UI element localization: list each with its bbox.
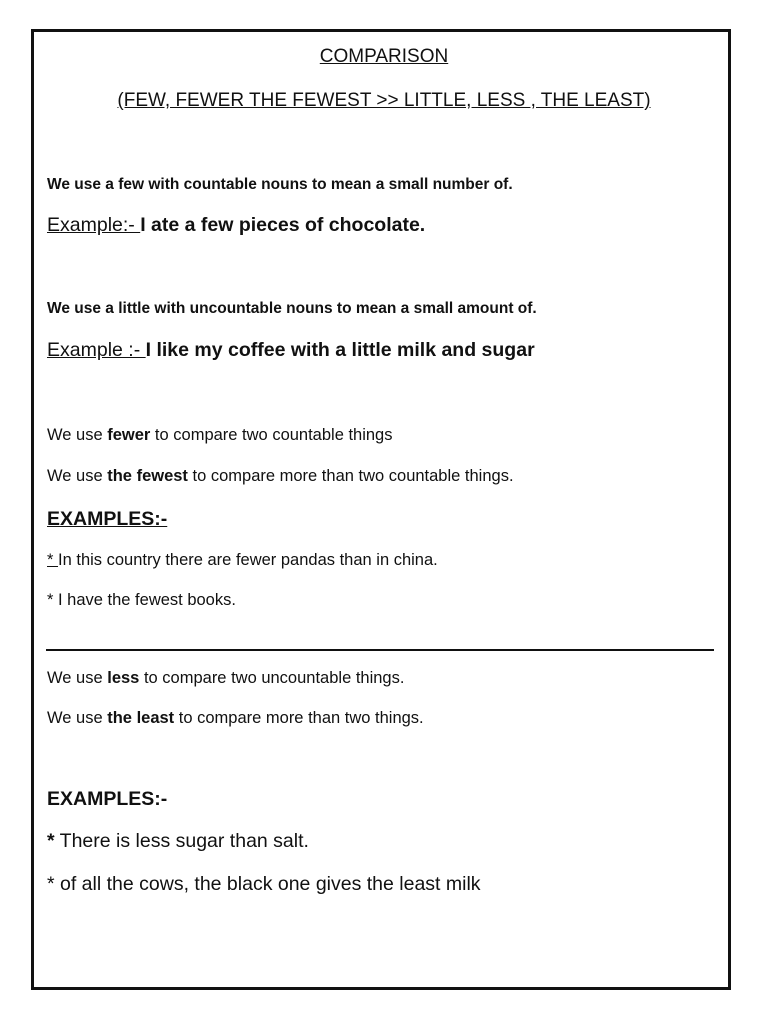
fewer-example-2: * I have the fewest books. <box>47 591 236 609</box>
less-rule-pre: We use <box>47 669 108 687</box>
few-rule: We use a few with countable nouns to mean a small number of. <box>47 176 513 193</box>
least-rule <box>47 709 424 728</box>
examples-heading-2: EXAMPLES:- <box>47 788 168 810</box>
less-rule-post: to compare two uncountable things. <box>139 669 405 687</box>
few-example <box>47 214 425 237</box>
least-rule-pre: We use <box>47 709 108 727</box>
bullet: * <box>47 830 55 852</box>
less-rule <box>47 669 404 688</box>
fewer-rule-pre: We use <box>47 426 108 444</box>
fewer-rule-post: to compare two countable things <box>150 426 393 444</box>
fewest-rule-keyword: the fewest <box>107 467 188 485</box>
least-rule-post: to compare more than two things. <box>174 709 424 727</box>
least-rule-keyword: the least <box>107 709 175 727</box>
less-example-1 <box>47 830 309 853</box>
less-example-2: * of all the cows, the black one gives the least milk <box>47 873 481 895</box>
fewest-rule-post: to compare more than two countable things. <box>187 467 514 485</box>
few-example-label: Example:- <box>47 214 141 236</box>
examples-heading-1: EXAMPLES:- <box>47 508 168 530</box>
little-example <box>47 339 535 362</box>
page-title: COMPARISON <box>319 46 449 67</box>
little-rule: We use a little with uncountable nouns to mean a small amount of. <box>47 300 537 317</box>
fewer-example-1 <box>47 551 438 570</box>
fewer-rule-keyword: fewer <box>107 426 151 444</box>
fewer-rule <box>47 426 393 445</box>
less-example-1-text: There is less sugar than salt. <box>54 830 309 852</box>
page-subtitle: (FEW, FEWER THE FEWEST >> LITTLE, LESS , THE LEAST) <box>117 90 651 111</box>
few-example-text: I ate a few pieces of chocolate. <box>140 214 426 236</box>
less-rule-keyword: less <box>107 669 140 687</box>
little-example-text: I like my coffee with a little milk and sugar <box>145 339 535 361</box>
section-divider <box>46 649 714 651</box>
fewer-example-1-text: In this country there are fewer pandas than in china. <box>58 551 438 569</box>
bullet: * <box>47 551 59 569</box>
little-example-label: Example :- <box>47 339 146 361</box>
fewest-rule-pre: We use <box>47 467 108 485</box>
fewest-rule <box>47 467 514 486</box>
